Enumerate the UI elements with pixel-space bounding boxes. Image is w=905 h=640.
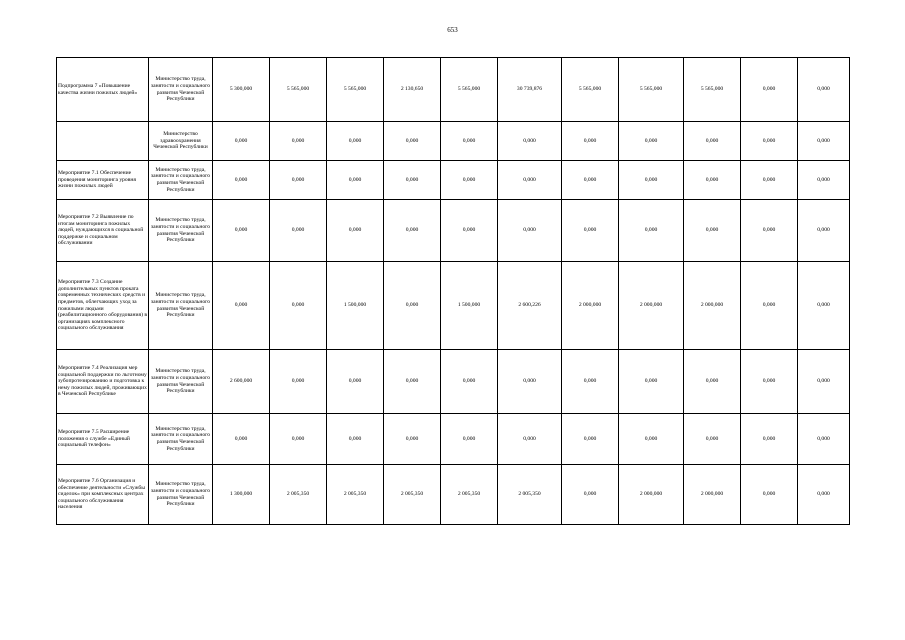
row-org-cell: Министерство труда, занятости и социального развития Чеченской Республики — [149, 350, 213, 414]
table-row — [57, 465, 850, 525]
value-cell: 0,000 — [384, 161, 441, 200]
value-cell: 0,000 — [741, 262, 798, 350]
value-cell: 0,000 — [562, 414, 619, 465]
value-cell: 0,000 — [327, 122, 384, 161]
value-cell: 0,000 — [741, 350, 798, 414]
value-cell: 0,000 — [741, 200, 798, 262]
value-cell: 0,000 — [384, 200, 441, 262]
value-cell: 2 005,350 — [384, 465, 441, 525]
value-cell: 2 005,350 — [498, 465, 562, 525]
value-cell: 0,000 — [798, 350, 850, 414]
row-org-cell: Министерство труда, занятости и социального развития Чеченской Республики — [149, 161, 213, 200]
value-cell: 0,000 — [562, 465, 619, 525]
value-cell: 1 500,000 — [441, 262, 498, 350]
value-cell: 0,000 — [498, 161, 562, 200]
value-cell: 0,000 — [441, 161, 498, 200]
value-cell: 0,000 — [741, 414, 798, 465]
table-row — [57, 200, 850, 262]
value-cell: 2 000,000 — [684, 262, 741, 350]
value-cell: 0,000 — [327, 350, 384, 414]
value-cell: 0,000 — [684, 122, 741, 161]
value-cell: 0,000 — [619, 200, 684, 262]
row-org-cell: Министерство труда, занятости и социального развития Чеченской Республики — [149, 200, 213, 262]
value-cell: 5 565,000 — [270, 58, 327, 122]
value-cell: 0,000 — [619, 414, 684, 465]
value-cell: 0,000 — [798, 161, 850, 200]
value-cell: 0,000 — [741, 58, 798, 122]
value-cell: 2 005,350 — [327, 465, 384, 525]
value-cell: 0,000 — [684, 350, 741, 414]
value-cell: 5 565,000 — [562, 58, 619, 122]
value-cell: 0,000 — [441, 200, 498, 262]
value-cell: 0,000 — [619, 122, 684, 161]
value-cell: 0,000 — [619, 161, 684, 200]
value-cell: 0,000 — [798, 414, 850, 465]
value-cell: 0,000 — [798, 122, 850, 161]
value-cell: 0,000 — [384, 122, 441, 161]
table-row — [57, 350, 850, 414]
value-cell: 0,000 — [498, 414, 562, 465]
value-cell: 0,000 — [798, 200, 850, 262]
value-cell: 5 565,000 — [684, 58, 741, 122]
row-org-cell: Министерство труда, занятости и социального развития Чеченской Республики — [149, 465, 213, 525]
value-cell: 1 300,000 — [213, 465, 270, 525]
value-cell: 0,000 — [741, 465, 798, 525]
row-name-cell: Подпрограмма 7 «Повышение качества жизни пожилых людей» — [57, 58, 149, 122]
value-cell: 0,000 — [798, 262, 850, 350]
value-cell: 2 000,000 — [619, 262, 684, 350]
row-name-cell: Мероприятие 7.1 Обеспечение проведения мониторинга уровня жизни пожилых людей — [57, 161, 149, 200]
value-cell: 0,000 — [327, 161, 384, 200]
row-name-cell — [57, 122, 149, 161]
row-name-cell: Мероприятие 7.5 Расширение положения о службе «Единый социальный телефон» — [57, 414, 149, 465]
page-number: 653 — [447, 26, 458, 34]
budget-table — [56, 57, 850, 525]
value-cell: 1 500,000 — [327, 262, 384, 350]
table-row — [57, 58, 850, 122]
value-cell: 0,000 — [384, 350, 441, 414]
value-cell: 0,000 — [741, 161, 798, 200]
value-cell: 0,000 — [270, 161, 327, 200]
value-cell: 2 600,000 — [213, 350, 270, 414]
value-cell: 0,000 — [270, 200, 327, 262]
value-cell: 30 739,876 — [498, 58, 562, 122]
table-body — [57, 58, 850, 525]
value-cell: 0,000 — [798, 465, 850, 525]
row-org-cell: Министерство труда, занятости и социального развития Чеченской Республики — [149, 58, 213, 122]
table-row — [57, 414, 850, 465]
row-name-cell: Мероприятие 7.2 Выявление по итогам мониторинга пожилых людей, нуждающихся в социальной поддержке и социальном обслуживании — [57, 200, 149, 262]
value-cell: 0,000 — [270, 350, 327, 414]
value-cell: 0,000 — [798, 58, 850, 122]
value-cell: 0,000 — [441, 350, 498, 414]
value-cell: 5 300,000 — [213, 58, 270, 122]
row-org-cell: Министерство труда, занятости и социального развития Чеченской Республики — [149, 262, 213, 350]
value-cell: 0,000 — [213, 414, 270, 465]
value-cell: 0,000 — [384, 262, 441, 350]
value-cell: 0,000 — [684, 200, 741, 262]
value-cell: 0,000 — [562, 350, 619, 414]
value-cell: 0,000 — [684, 161, 741, 200]
value-cell: 5 565,000 — [441, 58, 498, 122]
table-row — [57, 161, 850, 200]
value-cell: 2 130,650 — [384, 58, 441, 122]
value-cell: 2 005,350 — [270, 465, 327, 525]
value-cell: 0,000 — [562, 200, 619, 262]
value-cell: 0,000 — [213, 200, 270, 262]
value-cell: 2 000,000 — [619, 465, 684, 525]
value-cell: 0,000 — [562, 122, 619, 161]
value-cell: 5 565,000 — [327, 58, 384, 122]
value-cell: 0,000 — [441, 122, 498, 161]
value-cell: 0,000 — [213, 161, 270, 200]
value-cell: 0,000 — [684, 414, 741, 465]
value-cell: 0,000 — [270, 122, 327, 161]
row-name-cell: Мероприятие 7.6 Организация и обеспечение деятельности «Службы сиделок» при комплексных центрах социального обслуживания населения — [57, 465, 149, 525]
row-org-cell: Министерство труда, занятости и социального развития Чеченской Республики — [149, 414, 213, 465]
value-cell: 0,000 — [498, 350, 562, 414]
table-row — [57, 262, 850, 350]
value-cell: 0,000 — [562, 161, 619, 200]
value-cell: 0,000 — [498, 122, 562, 161]
row-org-cell: Министерство здравоохранения Чеченской Республики — [149, 122, 213, 161]
row-name-cell: Мероприятие 7.3 Создание дополнительных пунктов проката современных технических средств и предметов, облегчающих уход за пожилыми людьми (реабилитационного оборудования) в организациях комплексного социального обслуживания — [57, 262, 149, 350]
value-cell: 2 005,350 — [441, 465, 498, 525]
value-cell: 2 600,226 — [498, 262, 562, 350]
value-cell: 0,000 — [270, 262, 327, 350]
table-row — [57, 122, 850, 161]
value-cell: 0,000 — [213, 262, 270, 350]
value-cell: 0,000 — [619, 350, 684, 414]
value-cell: 0,000 — [213, 122, 270, 161]
value-cell: 0,000 — [441, 414, 498, 465]
row-name-cell: Мероприятие 7.4 Реализация мер социальной поддержки по льготному зубопротезированию и подготовка к нему пожилых людей, проживающих в Чеченской Республике — [57, 350, 149, 414]
value-cell: 5 565,000 — [619, 58, 684, 122]
value-cell: 0,000 — [327, 200, 384, 262]
value-cell: 0,000 — [384, 414, 441, 465]
value-cell: 0,000 — [741, 122, 798, 161]
value-cell: 2 000,000 — [684, 465, 741, 525]
value-cell: 0,000 — [327, 414, 384, 465]
value-cell: 2 000,000 — [562, 262, 619, 350]
value-cell: 0,000 — [498, 200, 562, 262]
value-cell: 0,000 — [270, 414, 327, 465]
